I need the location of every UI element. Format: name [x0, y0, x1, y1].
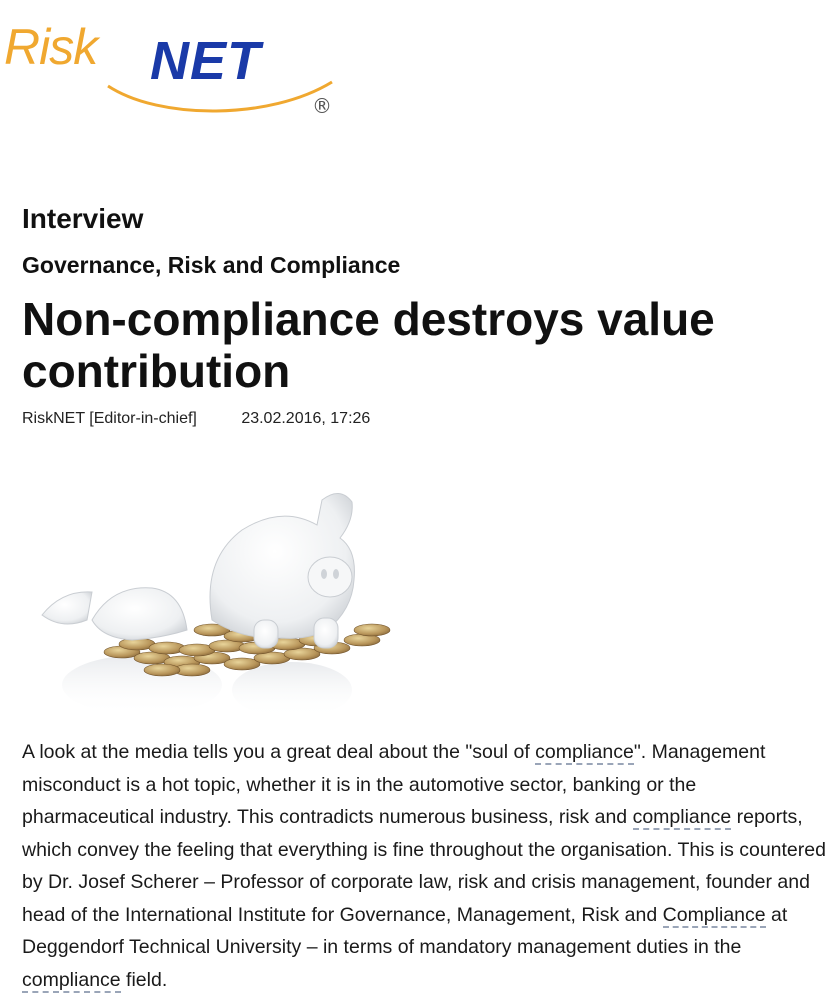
glossary-link-compliance[interactable]: Compliance: [662, 903, 766, 926]
glossary-link-compliance[interactable]: compliance: [632, 806, 732, 828]
risknet-logo[interactable]: [0, 18, 340, 118]
body-text-2: ". Management misconduct is a hot topic, whether it is in the automotive sector, banking or the pharmaceutical industry. This contradicts numerous business, risk and: [22, 741, 766, 828]
registered-mark: ®: [312, 94, 332, 118]
logo-swoosh-icon: [100, 68, 340, 118]
broken-piggy-bank-image: [22, 480, 402, 720]
article-author: RiskNET [Editor-in-chief]: [22, 410, 197, 427]
body-text-4: at Deggendorf Technical University – in terms of mandatory management duties in the: [22, 903, 788, 958]
glossary-link-compliance[interactable]: compliance: [535, 741, 634, 763]
body-text-3: reports, which convey the feeling that everything is fine throughout the organisation. This is countered by Dr. Josef Scherer – Professor of corporate law, risk and crisis management, founder and head of the International Institute for Governance, Management, Risk and: [22, 806, 826, 926]
body-text-1: A look at the media tells you a great deal about the "soul of: [22, 741, 536, 763]
article-date: 23.02.2016, 17:26: [241, 410, 371, 427]
article-kicker: Interview: [22, 203, 144, 234]
article-title: Non-compliance destroys value contribution: [22, 293, 715, 397]
logo-text-risk: Risk: [4, 19, 98, 75]
article-category[interactable]: Governance, Risk and Compliance: [22, 252, 401, 278]
logo-text-net: NET: [150, 31, 261, 91]
body-text-5: field.: [120, 968, 168, 991]
article-body: [22, 736, 828, 996]
glossary-link-compliance[interactable]: compliance: [22, 968, 121, 991]
article-meta: [22, 410, 370, 428]
